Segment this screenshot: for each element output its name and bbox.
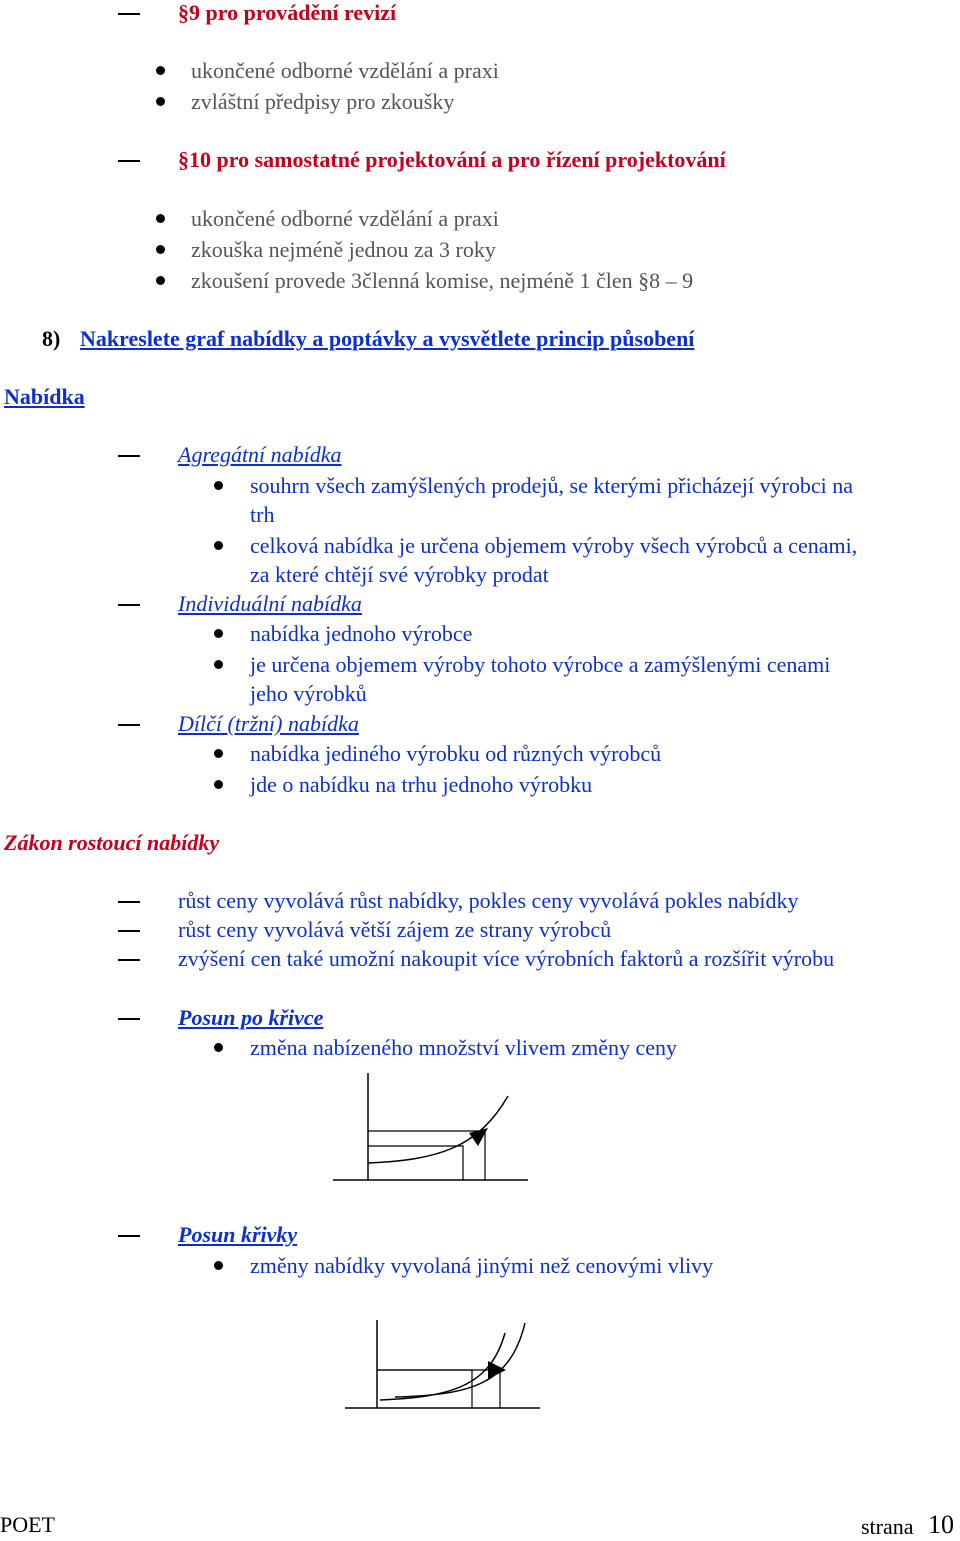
dash-marker (118, 724, 140, 726)
dash-marker (118, 455, 140, 457)
list-item-cont: trh (250, 502, 275, 527)
group-title-individualni: Individuální nabídka (178, 591, 362, 616)
bullet (156, 276, 165, 285)
dash-marker (118, 959, 140, 961)
list-item: ukončené odborné vzdělání a praxi (191, 58, 499, 83)
list-item: jde o nabídku na trhu jednoho výrobku (250, 772, 593, 797)
list-item: nabídka jednoho výrobce (250, 621, 473, 646)
zakon-heading: Zákon rostoucí nabídky (4, 830, 220, 855)
posun-krivky-title: Posun křivky (178, 1222, 298, 1247)
question-title: Nakreslete graf nabídky a poptávky a vysvětlete princip působení (80, 326, 695, 351)
section-heading-10: §10 pro samostatné projektování a pro řízení projektování (178, 147, 726, 172)
list-item: je určena objemem výroby tohoto výrobce a zamýšlenými cenami (250, 652, 831, 677)
group-title-dilci: Dílčí (tržní) nabídka (178, 711, 359, 736)
bullet (214, 780, 223, 789)
bullet (156, 66, 165, 75)
list-item: zvýšení cen také umožní nakoupit více výrobních faktorů a rozšířit výrobu (178, 946, 835, 971)
bullet (156, 245, 165, 254)
footer-page-number: 10 (928, 1510, 954, 1539)
list-item: ukončené odborné vzdělání a praxi (191, 206, 499, 231)
bullet (156, 214, 165, 223)
question-number: 8) (42, 326, 61, 351)
list-item-cont: jeho výrobků (250, 681, 367, 706)
dash-marker (118, 901, 140, 903)
list-item: celková nabídka je určena objemem výroby všech výrobců a cenami, (250, 533, 858, 558)
list-item: nabídka jediného výrobku od různých výrobců (250, 741, 662, 766)
list-item: růst ceny vyvolává větší zájem ze strany výrobců (178, 917, 612, 942)
section-heading-9: §9 pro provádění revizí (178, 0, 397, 25)
posun-po-krivce-title: Posun po křivce (178, 1005, 324, 1030)
list-item: změna nabízeného množství vlivem změny ceny (250, 1035, 678, 1060)
list-item: zvláštní předpisy pro zkoušky (191, 89, 455, 114)
dash-marker (118, 1018, 140, 1020)
dash-marker (118, 13, 140, 15)
bullet (214, 1261, 223, 1270)
dash-marker (118, 1235, 140, 1237)
supply-curve-shift-graph (340, 1315, 540, 1440)
bullet (214, 749, 223, 758)
dash-marker (118, 604, 140, 606)
nabidka-heading: Nabídka (4, 384, 85, 409)
bullet (214, 660, 223, 669)
list-item: změny nabídky vyvolaná jinými než cenovými vlivy (250, 1253, 714, 1278)
bullet (156, 97, 165, 106)
bullet (214, 1043, 223, 1052)
group-title-agregatni: Agregátní nabídka (178, 442, 342, 467)
list-item: růst ceny vyvolává růst nabídky, pokles ceny vyvolává pokles nabídky (178, 888, 799, 913)
list-item: zkouška nejméně jednou za 3 roky (191, 237, 496, 262)
bullet (214, 481, 223, 490)
dash-marker (118, 160, 140, 162)
bullet (214, 629, 223, 638)
supply-curve-movement-graph (328, 1068, 528, 1188)
list-item: zkoušení provede 3členná komise, nejméně 1 člen §8 – 9 (191, 268, 694, 293)
footer-page-label: strana (861, 1514, 914, 1539)
footer-left: POET (0, 1512, 55, 1537)
dash-marker (118, 930, 140, 932)
list-item: souhrn všech zamýšlených prodejů, se kterými přicházejí výrobci na (250, 473, 853, 498)
list-item-cont: za které chtějí své výrobky prodat (250, 562, 549, 587)
bullet (214, 541, 223, 550)
